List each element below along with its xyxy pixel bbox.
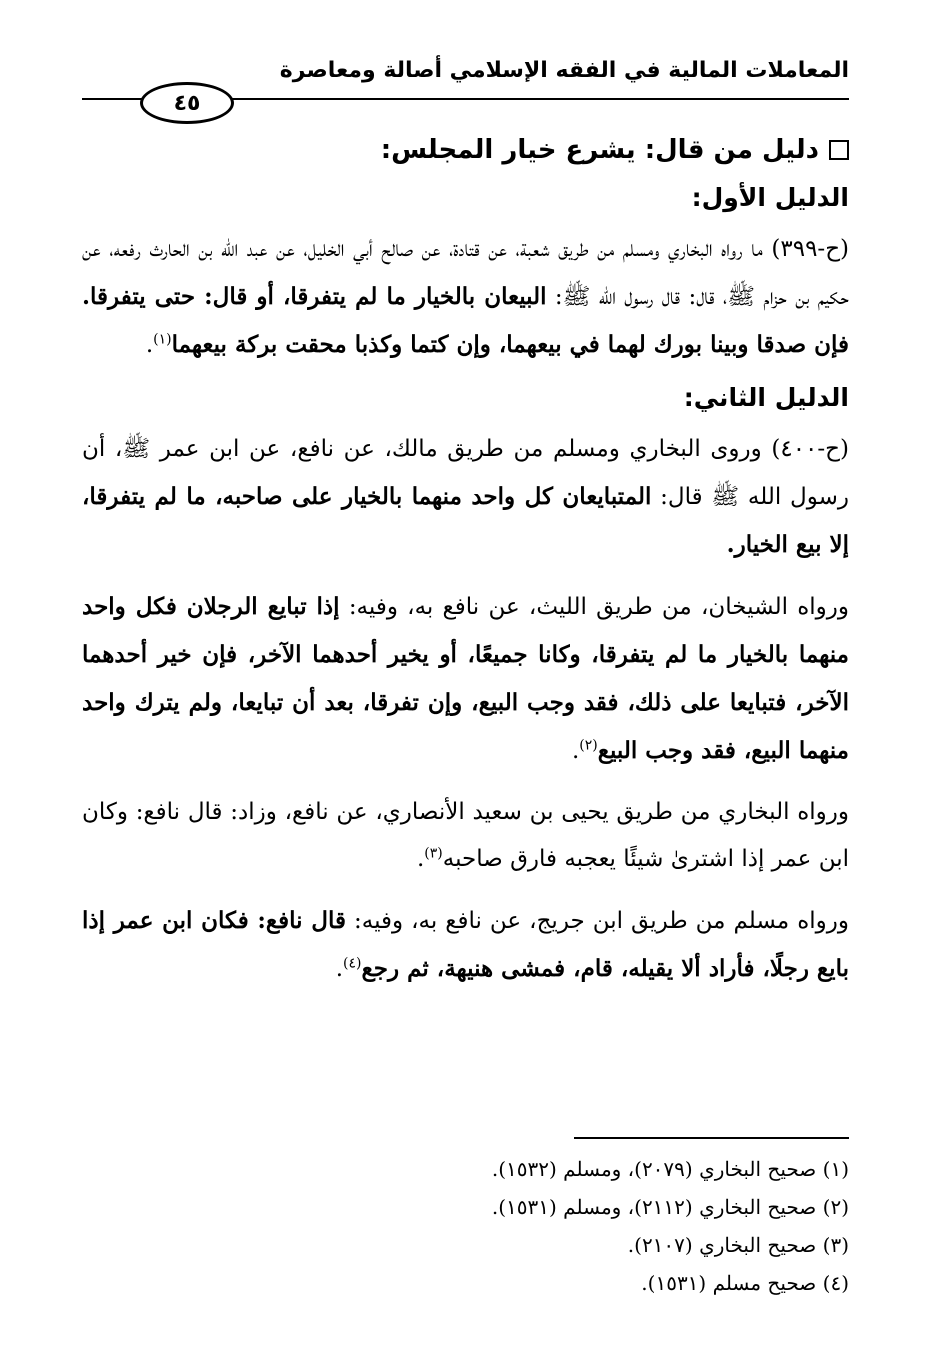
footnote-ref: (٤) bbox=[343, 955, 362, 972]
evidence-list bbox=[82, 183, 849, 993]
evidence-heading: الدليل الثاني: bbox=[683, 383, 849, 412]
text-segment: إذا تبايع الرجلان فكل واحد منهما بالخيار ما لم يتفرقا، وكانا جميعًا، أو يخير أحدهما الآخر، فإن خير أحدهما الآخر، فتبايعا على ذلك، فقد وجب البيع، وإن تفرقا، بعد أن تبايعا، ولم يترك واحد منهما البيع، فقد وجب البيع bbox=[82, 593, 849, 764]
footnote-ref: (١) bbox=[153, 331, 172, 348]
text-segment: ورواه مسلم من طريق ابن جريج، عن نافع به، وفيه: bbox=[345, 908, 849, 934]
text-segment: (ح-٤٠٠) وروى البخاري ومسلم من طريق مالك، عن نافع، عن ابن عمر ﷺ، أن رسول الله ﷺ قال: bbox=[82, 436, 849, 510]
text-segment: . bbox=[335, 956, 344, 982]
text-segment: قال نافع: فكان ابن عمر إذا بايع رجلًا، فأراد ألا يقيله، قام، فمشى هنيهة، ثم رجع bbox=[82, 907, 849, 982]
text-segment: المتبايعان كل واحد منهما بالخيار على صاحبه، ما لم يتفرقا، إلا بيع الخيار. bbox=[82, 483, 849, 558]
footnote-1: (١) صحيح البخاري (٢٠٧٩)، ومسلم (١٥٣٢). bbox=[491, 1157, 849, 1181]
footnote-rule bbox=[574, 1137, 849, 1139]
page-number: ٤٥ bbox=[140, 82, 234, 124]
footnote-ref: (٣) bbox=[424, 845, 443, 862]
paragraph bbox=[82, 897, 849, 993]
footnote-2: (٢) صحيح البخاري (٢١١٢)، ومسلم (١٥٣١). bbox=[491, 1195, 849, 1219]
square-bullet-icon bbox=[829, 140, 849, 160]
running-title: المعاملات المالية في الفقه الإسلامي أصالة ومعاصرة bbox=[279, 58, 849, 83]
text-segment: البيعان بالخيار ما لم يتفرقا، أو قال: حتى يتفرقا. فإن صدقا وبينا بورك لهما في بيعهما، وإن كتما وكذبا محقت بركة بيعهما bbox=[82, 283, 849, 358]
footnotes bbox=[149, 1150, 849, 1302]
footnote-ref: (٢) bbox=[579, 737, 598, 754]
footnote-3: (٣) صحيح البخاري (٢١٠٧). bbox=[627, 1233, 849, 1257]
paragraph bbox=[82, 426, 849, 569]
section-heading bbox=[82, 135, 849, 165]
main-content bbox=[82, 135, 849, 1007]
text-segment: ورواه البخاري من طريق يحيى بن سعيد الأنصاري، عن نافع، وزاد: قال نافع: وكان ابن عمر إذا اشترىٰ شيئًا يعجبه فارق صاحبه bbox=[82, 799, 849, 872]
text-segment: . bbox=[571, 738, 580, 764]
evidence-heading: الدليل الأول: bbox=[691, 183, 849, 212]
paragraph bbox=[82, 583, 849, 775]
text-segment: . bbox=[145, 332, 154, 358]
section-heading-text: دليل من قال: يشرع خيار المجلس: bbox=[380, 135, 819, 165]
text-segment: . bbox=[416, 846, 425, 872]
paragraph bbox=[82, 789, 849, 883]
text-segment: ورواه الشيخان، من طريق الليث، عن نافع به، وفيه: bbox=[339, 594, 850, 620]
footnote-4: (٤) صحيح مسلم (١٥٣١). bbox=[641, 1271, 849, 1295]
paragraph bbox=[82, 226, 849, 369]
text-segment: (ح-٣٩٩) ما رواه البخاري ومسلم من طريق شعبة، عن قتادة، عن صالح أبي الخليل، عن عبد الله بن الحارث رفعه، عن حكيم بن حزام ﷺ، قال: قال رسول الله ﷺ: bbox=[82, 236, 850, 310]
